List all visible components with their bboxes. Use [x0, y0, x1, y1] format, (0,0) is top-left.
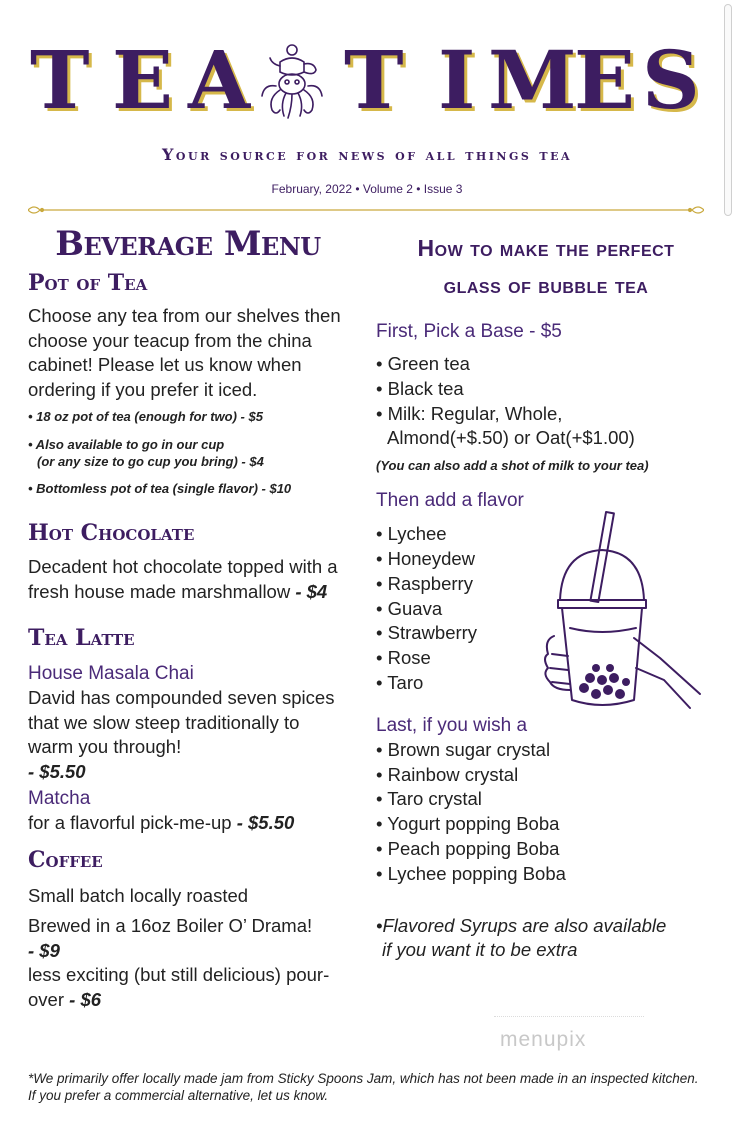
pot-option: • 18 oz pot of tea (enough for two) - $5: [28, 409, 263, 424]
pot-of-tea-heading: Pot of Tea: [28, 270, 148, 296]
extras-item: • Yogurt popping Boba: [376, 813, 560, 835]
coffee-line: Brewed in a 16oz Boiler O’ Drama!: [28, 915, 313, 936]
base-item: • Black tea: [376, 377, 464, 399]
masthead: [28, 33, 704, 127]
pot-option: • Also available to go in our cup: [28, 437, 225, 452]
masthead-letter: M: [488, 33, 577, 127]
extras-item: • Taro crystal: [376, 788, 482, 810]
pot-of-tea-description: Choose any tea from our shelves then choose your teacup from the china cabinet! Please let us know when ordering if you prefer it iced.: [28, 305, 341, 400]
extras-title: Last, if you wish a: [376, 714, 528, 736]
beverage-menu-column: [28, 222, 348, 1012]
bubble-tea-heading: glass of bubble tea: [443, 272, 649, 298]
extras-item: • Brown sugar crystal: [376, 738, 551, 760]
flavor-title: Then add a flavor: [376, 490, 524, 512]
chai-price: - $5.50: [28, 760, 86, 782]
base-note: (You can also add a shot of milk to your tea): [376, 458, 649, 474]
tagline: Your source for news of all things tea: [161, 145, 572, 164]
flavor-item: • Lychee: [376, 523, 447, 545]
pot-option: (or any size to go cup you bring) - $4: [37, 454, 264, 469]
hot-chocolate-heading: Hot Chocolate: [28, 520, 195, 546]
matcha-text: for a flavorful pick-me-up: [28, 812, 232, 833]
matcha-description: [28, 811, 348, 836]
footer-note: *We primarily offer locally made jam from Sticky Spoons Jam, which has not been made in an inspected kitchen. If you prefer a commercial alternative, let us know.: [28, 1071, 699, 1103]
masthead-letter: I: [438, 33, 476, 127]
beverage-menu-title: Beverage Menu: [55, 224, 321, 264]
pour-over-text: less exciting (but still delicious) pour-over: [28, 964, 330, 1010]
extras-item: • Lychee popping Boba: [376, 862, 566, 884]
matcha-price: - $5.50: [236, 812, 295, 833]
issue-info: February, 2022 • Volume 2 • Issue 3: [271, 182, 463, 196]
syrup-note: •Flavored Syrups are also available: [376, 914, 667, 936]
flavor-item: • Honeydew: [376, 547, 476, 569]
pot-option: • Bottomless pot of tea (single flavor) - $10: [28, 481, 292, 496]
matcha-name: Matcha: [28, 788, 91, 809]
masthead-letter: A: [188, 33, 251, 127]
masthead-letter: T: [344, 33, 404, 127]
masthead-letter: T: [30, 33, 90, 127]
bubble-tea-cup-icon: [540, 508, 702, 720]
coffee-line: Small batch locally roasted: [28, 884, 249, 906]
menupix-watermark: menupix: [500, 1028, 587, 1051]
flavor-item: • Taro: [376, 671, 424, 693]
ornamental-divider: [28, 202, 704, 218]
bubble-tea-heading: How to make the perfect: [417, 235, 675, 261]
base-item: • Green tea: [376, 353, 470, 374]
flavor-item: • Rose: [376, 647, 431, 669]
extras-item: • Rainbow crystal: [376, 763, 519, 785]
hot-chocolate-text: Decadent hot chocolate topped with a fresh house made marshmallow: [28, 556, 338, 602]
hot-chocolate-price: - $4: [295, 580, 328, 602]
hot-chocolate-description: [28, 555, 348, 604]
watermark-rule: [494, 1016, 644, 1017]
masthead-letter: E: [112, 33, 173, 127]
flavor-item: • Raspberry: [376, 572, 473, 594]
coffee-heading: Coffee: [28, 846, 103, 873]
chai-name: House Masala Chai: [28, 663, 194, 684]
coffee-line: [28, 963, 348, 1012]
flavor-item: • Strawberry: [376, 622, 478, 644]
extras-item: • Peach popping Boba: [376, 837, 560, 859]
syrup-note: if you want it to be extra: [382, 939, 578, 961]
chai-description: David has compounded seven spices that we slow steep traditionally to warm you through!: [28, 687, 335, 757]
base-title: First, Pick a Base - $5: [376, 321, 562, 342]
extras-list: [376, 738, 716, 887]
base-item: Almond(+$.50) or Oat(+$1.00): [387, 427, 635, 449]
tea-latte-heading: Tea Latte: [28, 625, 135, 651]
flavor-item: • Guava: [376, 597, 443, 619]
base-item: • Milk: Regular, Whole,: [376, 402, 563, 424]
masthead-letter: E: [574, 33, 635, 127]
coffee-price: - $9: [28, 939, 60, 961]
pour-over-price: - $6: [69, 988, 102, 1010]
octopus-teapot-emblem-icon: [258, 40, 326, 120]
masthead-letter: S: [642, 33, 700, 127]
